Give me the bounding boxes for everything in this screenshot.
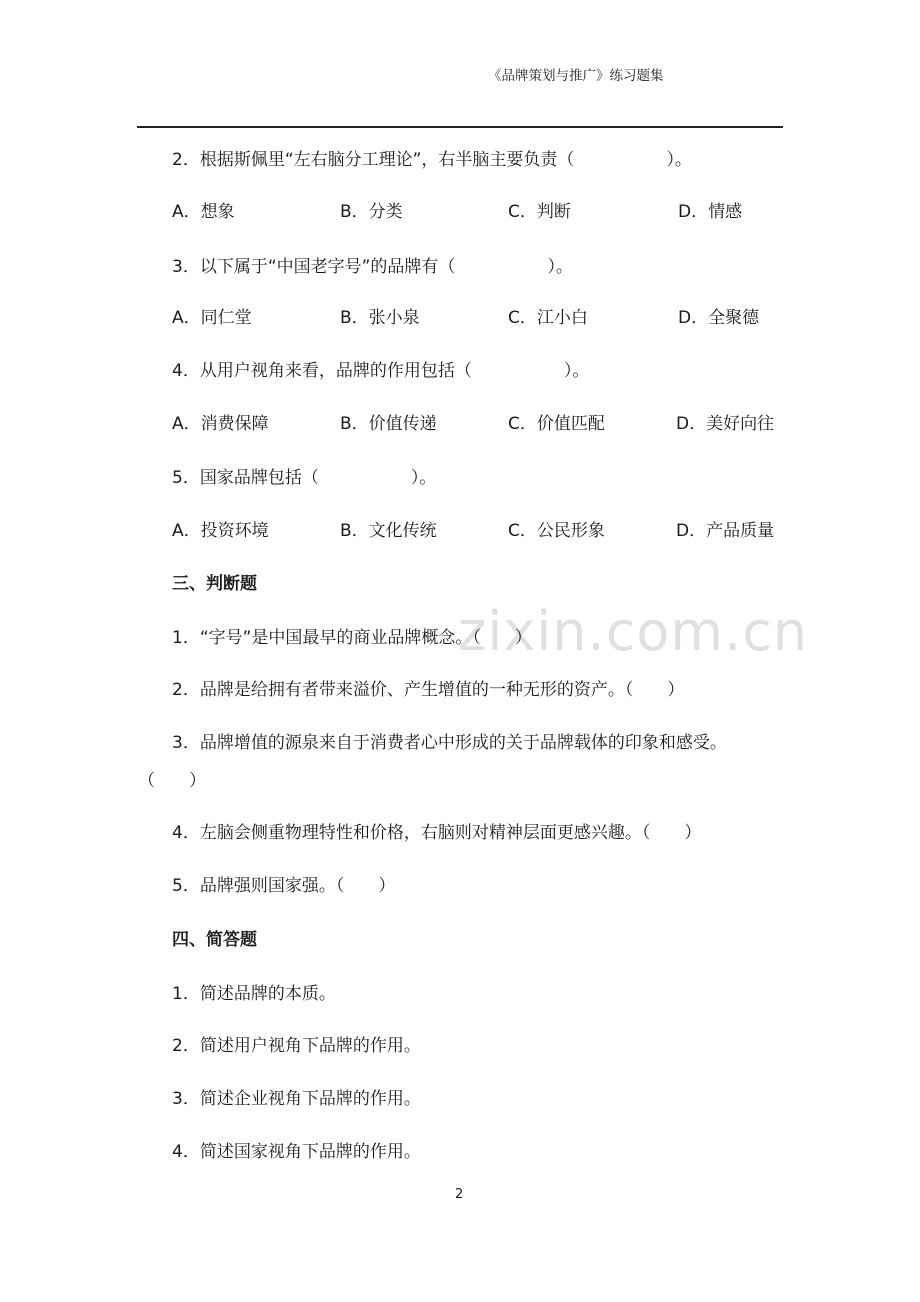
true-false-item: 5．品牌强则国家强。（ ） [172,876,396,896]
header-rule [137,126,783,128]
short-answer-item: 3．简述企业视角下品牌的作用。 [172,1089,421,1109]
option-a: A．同仁堂 [172,308,252,328]
question-4-text: 4．从用户视角来看，品牌的作用包括（ [172,361,472,381]
watermark: zixin.com.cn [458,600,809,663]
option-b: B．价值传递 [340,414,437,434]
true-false-item: 1．“字号”是中国最早的商业品牌概念。（ ） [172,628,532,648]
page-number: 2 [455,1187,464,1202]
true-false-item: 4．左脑会侧重物理特性和价格，右脑则对精神层面更感兴趣。（ ） [172,823,702,843]
option-b: B．分类 [340,202,403,222]
true-false-item: 2．品牌是给拥有者带来溢价、产生增值的一种无形的资产。（ ） [172,680,685,700]
question-2 [172,149,692,171]
option-a: A．消费保障 [172,414,269,434]
question-5-close: ）。 [410,468,437,488]
question-5 [172,467,436,489]
question-2-close: ）。 [666,150,692,170]
section-heading-short-answer: 四、简答题 [172,930,257,950]
question-3-text: 3．以下属于“中国老字号”的品牌有（ [172,257,456,277]
option-c: C．判断 [508,202,571,222]
option-c: C．公民形象 [508,521,605,541]
true-false-item-continuation: （ ） [138,771,206,791]
option-d: D．全聚德 [678,308,760,328]
short-answer-item: 2．简述用户视角下品牌的作用。 [172,1036,421,1056]
question-5-text: 5．国家品牌包括（ [172,468,319,488]
option-c: C．价值匹配 [508,414,605,434]
option-b: B．文化传统 [340,521,437,541]
question-4-close: ）。 [563,361,590,381]
question-3 [172,256,573,278]
section-heading-true-false: 三、判断题 [172,574,257,594]
true-false-item: 3．品牌增值的源泉来自于消费者心中形成的关于品牌载体的印象和感受。 [172,733,727,753]
option-d: D．产品质量 [676,521,775,541]
option-d: D．美好向往 [676,414,775,434]
header-title: 《品牌策划与推广》练习题集 [488,68,664,84]
option-a: A．投资环境 [172,521,269,541]
option-a: A．想象 [172,202,235,222]
question-4 [172,360,589,382]
short-answer-item: 4．简述国家视角下品牌的作用。 [172,1142,421,1162]
option-c: C．江小白 [508,308,588,328]
short-answer-item: 1．简述品牌的本质。 [172,984,336,1004]
question-3-close: ）。 [547,257,573,277]
option-d: D．情感 [678,202,743,222]
question-2-text: 2．根据斯佩里“左右脑分工理论”，右半脑主要负责（ [172,150,575,170]
option-b: B．张小泉 [340,308,420,328]
